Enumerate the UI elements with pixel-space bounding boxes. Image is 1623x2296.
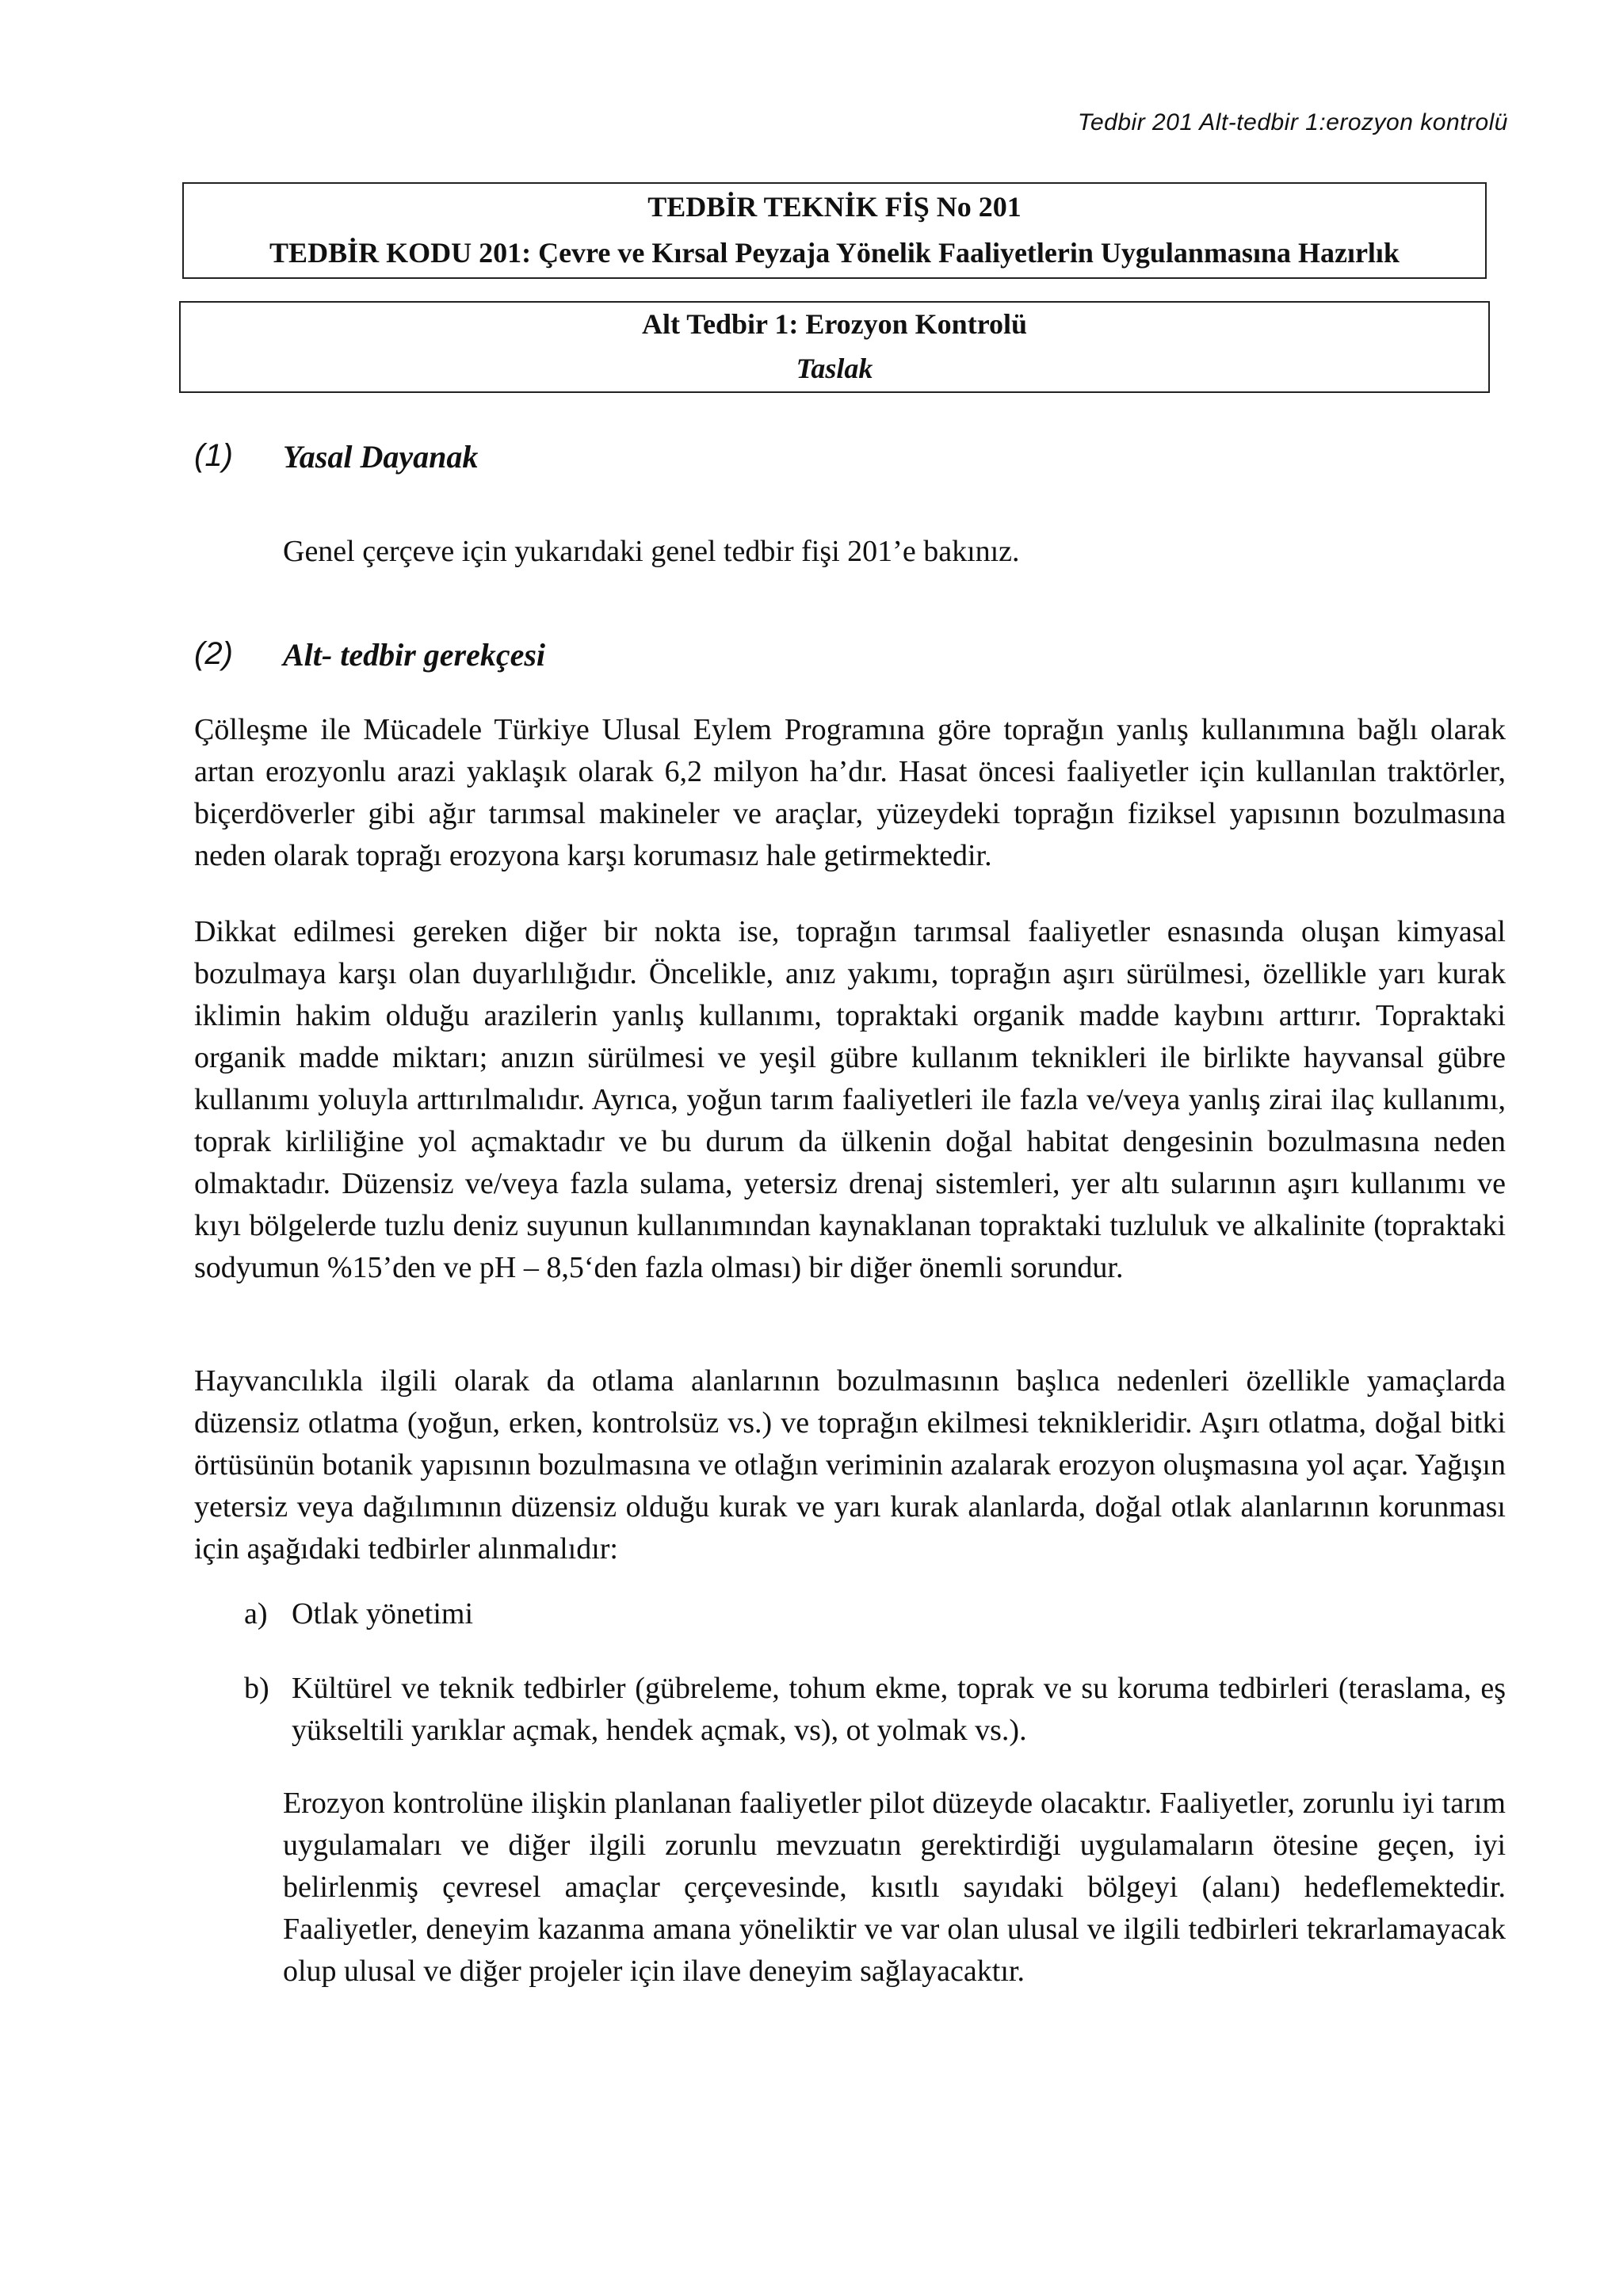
list-item	[244, 1668, 1506, 1752]
list-item-label: b)	[244, 1672, 269, 1705]
paragraph: Genel çerçeve için yukarıdaki genel tedbir fişi 201’e bakınız.	[283, 535, 1020, 568]
paragraph: Dikkat edilmesi gereken diğer bir nokta ise, toprağın tarımsal faaliyetler esnasında oluşan kimyasal bozulmaya karşı olan duyarlılığıdır. Öncelikle, anız yakımı, toprağın aşırı sürülmesi, özellikle yarı kurak iklimin hakim olduğu arazilerin yanlış kullanımı, topraktaki organik madde kaybını arttırır. Topraktaki organik madde miktarı; anızın sürülmesi ve yeşil gübre kullanım teknikleri ile birlikte hayvansal gübre kullanımı yoluyla arttırılmalıdır. Ayrıca, yoğun tarım faaliyetleri ile fazla ve/veya yanlış zirai ilaç kullanımı, toprak kirliliğine yol açmaktadır ve bu durum da ülkenin doğal habitat dengesinin bozulmasına neden olmaktadır. Düzensiz ve/veya fazla sulama, yetersiz drenaj sistemleri, yer altı sularının aşırı kullanımı ve kıyı bölgelerde tuzlu deniz suyunun kullanımından kaynaklanan topraktaki tuzluluk ve alkalinite (topraktaki sodyumun %15’den ve pH – 8,5‘den fazla olması) bir diğer önemli sorundur.	[194, 915, 1506, 1284]
section-title: Alt- tedbir gerekçesi	[283, 637, 546, 673]
title-box-line2: TEDBİR KODU 201: Çevre ve Kırsal Peyzaja Yönelik Faaliyetlerin Uygulanmasına Hazırlık	[269, 237, 1400, 269]
title-box	[182, 182, 1487, 279]
running-header: Tedbir 201 Alt-tedbir 1:erozyon kontrolü	[1077, 109, 1508, 135]
section-number: (2)	[194, 636, 233, 671]
paragraph: Çölleşme ile Mücadele Türkiye Ulusal Eylem Programına göre toprağın yanlış kullanımına bağlı olarak artan erozyonlu arazi yaklaşık olarak 6,2 milyon ha’dır. Hasat öncesi faaliyetler için kullanılan traktörler, biçerdöverler gibi ağır tarımsal makineler ve araçlar, yüzeydeki toprağın fiziksel yapısının bozulmasına neden olarak toprağı erozyona karşı korumasız hale getirmektedir.	[194, 713, 1506, 872]
subtitle-box	[179, 301, 1490, 393]
section-title: Yasal Dayanak	[283, 439, 479, 475]
subtitle-box-line1: Alt Tedbir 1: Erozyon Kontrolü	[641, 308, 1028, 340]
list-item	[244, 1593, 1506, 1635]
list-item-text: Kültürel ve teknik tedbirler (gübreleme, tohum ekme, toprak ve su koruma tedbirleri (teraslama, eş yükseltili yarıklar açmak, hendek açmak, vs), ot yolmak vs.).	[292, 1672, 1506, 1747]
section-number: (1)	[194, 438, 233, 473]
list-item-label: a)	[244, 1597, 268, 1630]
paragraph: Hayvancılıkla ilgili olarak da otlama alanlarının bozulmasının başlıca nedenleri özellikle yamaçlarda düzensiz otlatma (yoğun, erken, kontrolsüz vs.) ve toprağın ekilmesi teknikleridir. Aşırı otlatma, doğal bitki örtüsünün botanik yapısının bozulmasına ve otlağın veriminin azalarak erozyon oluşmasına yol açar. Yağışın yetersiz veya dağılımının düzensiz olduğu kurak ve yarı kurak alanlarda, doğal otlak alanlarının korunması için aşağıdaki tedbirler alınmalıdır:	[194, 1364, 1506, 1566]
list-item-text: Otlak yönetimi	[292, 1597, 474, 1630]
title-box-line1: TEDBİR TEKNİK FİŞ No 201	[647, 191, 1022, 223]
subtitle-box-line2: Taslak	[796, 353, 873, 384]
paragraph: Erozyon kontrolüne ilişkin planlanan faaliyetler pilot düzeyde olacaktır. Faaliyetler, zorunlu iyi tarım uygulamaları ve diğer ilgili zorunlu mevzuatın gerektirdiği uygulamaların ötesine geçen, iyi belirlenmiş çevresel amaçlar çerçevesinde, kısıtlı sayıdaki bölgeyi (alanı) hedeflemektedir. Faaliyetler, deneyim kazanma amana yöneliktir ve var olan ulusal ve ilgili tedbirleri tekrarlamayacak olup ulusal ve diğer projeler için ilave deneyim sağlayacaktır.	[283, 1787, 1506, 1988]
